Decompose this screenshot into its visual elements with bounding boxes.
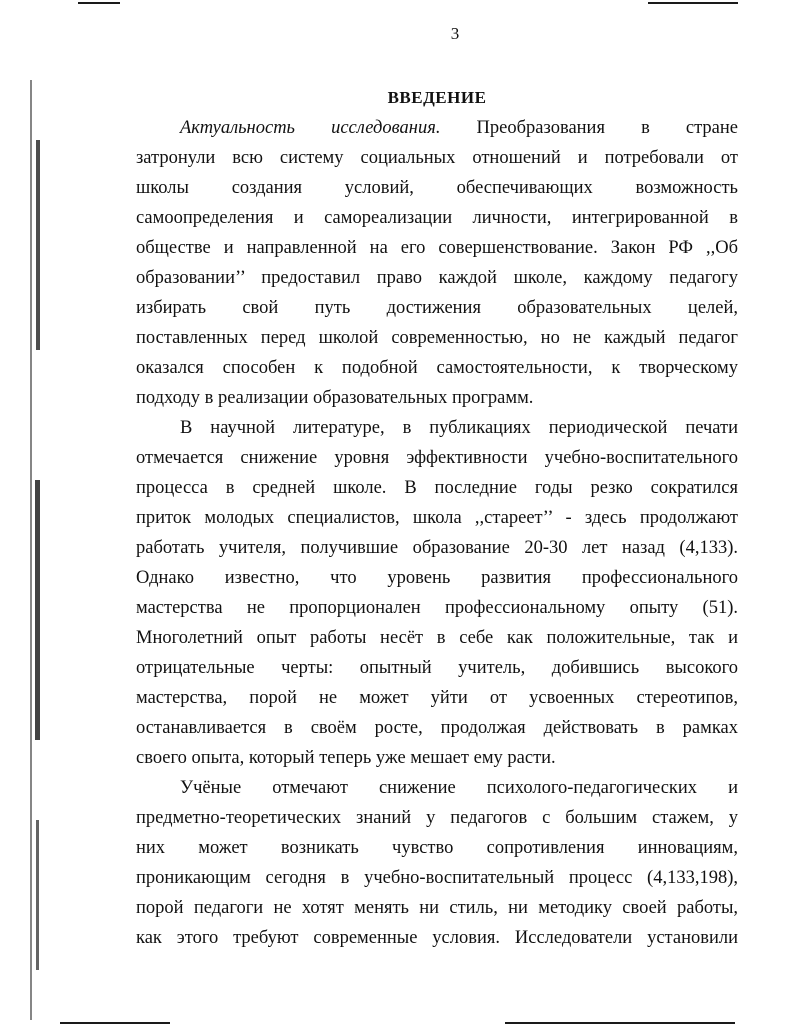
scan-artifact-left-edge (30, 80, 32, 1020)
text-line (136, 263, 738, 293)
scan-artifact-top-left (78, 2, 120, 4)
text-line (136, 773, 738, 803)
text-line (136, 113, 738, 143)
text-line (136, 623, 738, 653)
line-text: избирать свой путь достижения образовательных целей, (136, 298, 738, 318)
line-text: подходу в реализации образовательных программ. (136, 388, 534, 408)
paragraph (136, 773, 738, 953)
text-line (136, 143, 738, 173)
line-text: предметно-теоретических знаний у педагогов с большим стажем, у (136, 808, 738, 828)
paragraph (136, 413, 738, 773)
text-line (136, 713, 738, 743)
line-text: проникающим сегодня в учебно-воспитательный процесс (4,133,198), (136, 868, 738, 888)
line-text: приток молодых специалистов, школа ,,стареет’’ - здесь продолжают (136, 508, 738, 528)
line-text: Однако известно, что уровень развития профессионального (136, 568, 738, 588)
line-text: работать учителя, получившие образование 20-30 лет назад (4,133). (136, 538, 738, 558)
line-text: самоопределения и самореализации личности, интегрированной в (136, 208, 738, 228)
page-number: 3 (450, 24, 460, 43)
line-text: мастерства не пропорционален профессиональному опыту (51). (136, 598, 738, 618)
line-text: отмечается снижение уровня эффективности учебно-воспитательного (136, 448, 738, 468)
text-line (136, 683, 738, 713)
text-line (136, 323, 738, 353)
text-line (136, 293, 738, 323)
paragraph (136, 113, 738, 413)
line-text: Многолетний опыт работы несёт в себе как положительные, так и (136, 628, 738, 648)
text-line (136, 533, 738, 563)
line-text: них может возникать чувство сопротивления инновациям, (136, 838, 738, 858)
line-text: обществе и направленной на его совершенствование. Закон РФ ,,Об (136, 238, 738, 258)
text-line (136, 833, 738, 863)
text-line (136, 593, 738, 623)
line-text: школы создания условий, обеспечивающих возможность (136, 178, 738, 198)
line-text: как этого требуют современные условия. Исследователи установили (136, 928, 738, 948)
line-text: процесса в средней школе. В последние годы резко сократился (136, 478, 738, 498)
line-text: Преобразования в стране (440, 118, 738, 138)
line-text: отрицательные черты: опытный учитель, добившись высокого (136, 658, 738, 678)
text-line (136, 653, 738, 683)
section-lead: Актуальность исследования. (180, 118, 441, 138)
text-line (136, 863, 738, 893)
text-line (136, 923, 738, 953)
line-text: В научной литературе, в публикациях периодической печати (180, 418, 738, 438)
text-line (136, 413, 738, 443)
scan-artifact-bottom-left (60, 1022, 170, 1024)
document-body (136, 113, 738, 953)
line-text: затронули всю систему социальных отношений и потребовали от (136, 148, 738, 168)
line-text: образовании’’ предоставил право каждой школе, каждому педагогу (136, 268, 738, 288)
scan-artifact-bottom-right (505, 1022, 735, 1024)
scan-artifact-left-edge-dark-2 (35, 480, 40, 740)
text-line (136, 803, 738, 833)
text-line (136, 443, 738, 473)
text-line (136, 473, 738, 503)
line-text: своего опыта, который теперь уже мешает ему расти. (136, 748, 556, 768)
text-line (136, 353, 738, 383)
text-line (136, 203, 738, 233)
line-text: оказался способен к подобной самостоятельности, к творческому (136, 358, 738, 378)
scan-artifact-top-right (648, 2, 738, 4)
line-text: мастерства, порой не может уйти от усвоенных стереотипов, (136, 688, 738, 708)
text-line (136, 383, 738, 413)
text-line (136, 233, 738, 263)
text-line (136, 743, 738, 773)
text-line (136, 173, 738, 203)
line-text: порой педагоги не хотят менять ни стиль, ни методику своей работы, (136, 898, 738, 918)
scan-artifact-left-edge-dark-3 (36, 820, 39, 970)
line-text: поставленных перед школой современностью, но не каждый педагог (136, 328, 738, 348)
scan-artifact-left-edge-dark (36, 140, 40, 350)
line-text: Учёные отмечают снижение психолого-педагогических и (180, 778, 738, 798)
page-title: ВВЕДЕНИЕ (387, 88, 487, 107)
text-line (136, 503, 738, 533)
text-line (136, 563, 738, 593)
text-line (136, 893, 738, 923)
line-text: останавливается в своём росте, продолжая действовать в рамках (136, 718, 738, 738)
